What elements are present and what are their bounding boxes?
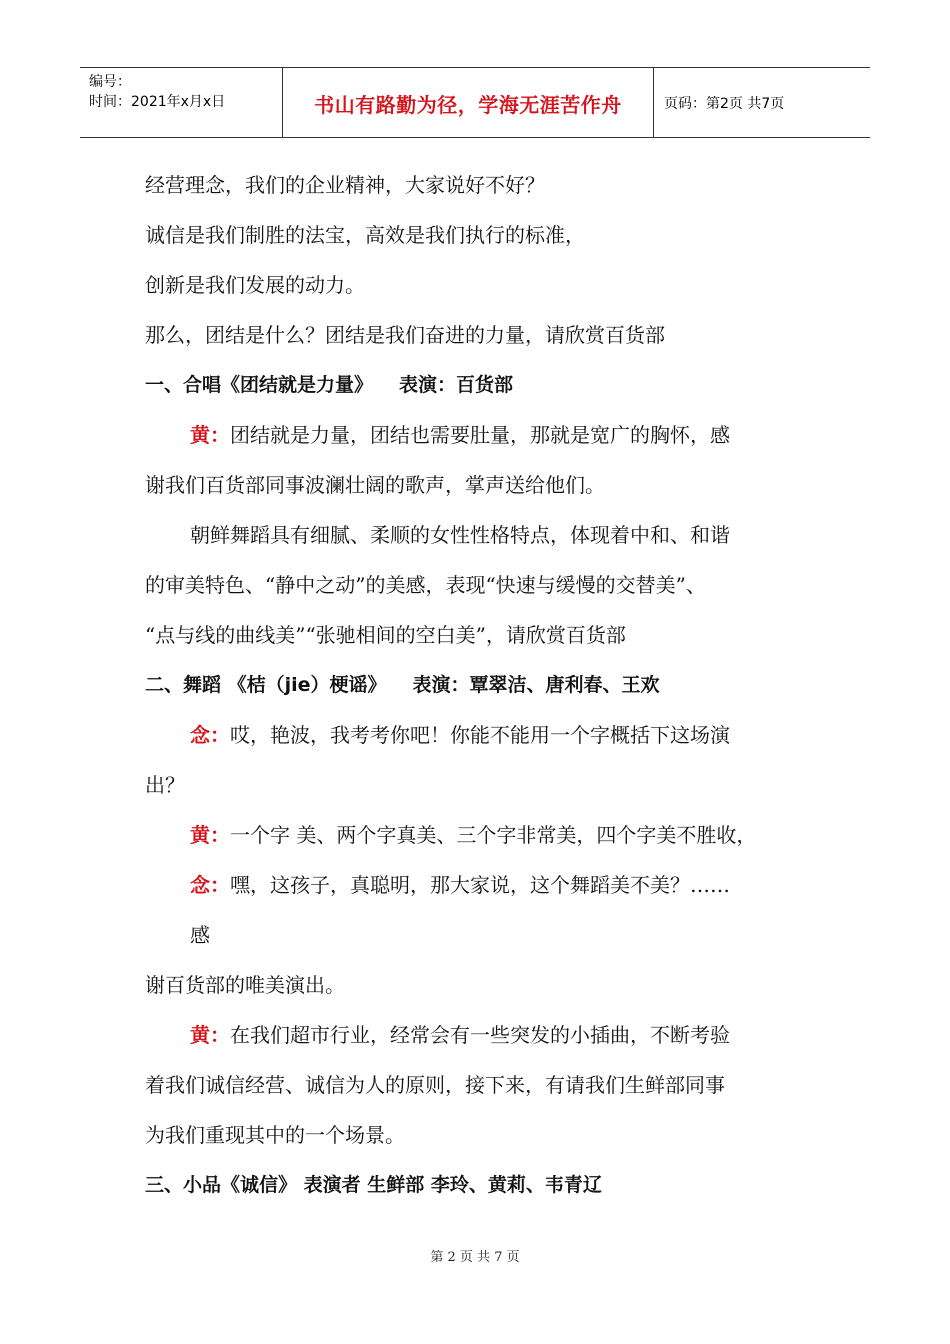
- page-footer: 第 2 页 共 7 页: [430, 1250, 520, 1265]
- header-motto: 书山有路勤为径，学海无涯苦作舟: [283, 68, 654, 137]
- speaker-label: 念：: [190, 723, 230, 747]
- number-label: 编号：: [89, 74, 131, 90]
- speaker-label: 黄：: [190, 1023, 230, 1047]
- text-line: 那么，团结是什么？团结是我们奋进的力量，请欣赏百货部: [145, 323, 665, 347]
- text-line: 着我们诚信经营、诚信为人的原则，接下来，有请我们生鲜部同事: [145, 1073, 725, 1097]
- speaker-label: 黄：: [190, 823, 230, 847]
- program-heading-3: 三、小品《诚信》 表演者 生鲜部 李玲、黄莉、韦青辽: [145, 1174, 602, 1196]
- text-line: 出？: [145, 773, 185, 797]
- text-line: 谢我们百货部同事波澜壮阔的歌声，掌声送给他们。: [145, 473, 605, 497]
- document-body: [145, 160, 835, 1210]
- dialogue-line: [145, 710, 835, 760]
- program-performer: 表演：百货部: [399, 374, 514, 396]
- text-line: 为我们重现其中的一个场景。: [145, 1123, 405, 1147]
- text-line: 的审美特色、“静中之动”的美感，表现“快速与缓慢的交替美”、: [145, 573, 706, 597]
- program-title: 二、舞蹈 《桔（jie）梗谣》: [145, 674, 387, 696]
- text-line: “点与线的曲线美”“张驰相间的空白美”，请欣赏百货部: [145, 623, 626, 647]
- dialogue-line: [145, 860, 835, 910]
- dialogue-text: 一个字 美、两个字真美、三个字非常美，四个字美不胜收，: [230, 823, 757, 847]
- dialogue-line: [145, 410, 835, 460]
- dialogue-text: 团结就是力量，团结也需要肚量，那就是宽广的胸怀，感: [230, 423, 730, 447]
- dialogue-line: [145, 810, 835, 860]
- text-line: 创新是我们发展的动力。: [145, 273, 365, 297]
- program-heading-2: [145, 660, 835, 710]
- program-title: 一、合唱《团结就是力量》: [145, 374, 374, 396]
- program-performer: 表演：覃翠洁、唐利春、王欢: [412, 674, 660, 696]
- speaker-label: 念：: [190, 873, 230, 897]
- speaker-label: 黄：: [190, 423, 230, 447]
- date-label: 时间：2021年x月x日: [89, 94, 226, 110]
- page-header: [80, 67, 870, 138]
- dialogue-text: 哎，艳波，我考考你吧！你能不能用一个字概括下这场演: [230, 723, 730, 747]
- dialogue-text: 在我们超市行业，经常会有一些突发的小插曲，不断考验: [230, 1023, 730, 1047]
- dialogue-text: 嘿，这孩子，真聪明，那大家说，这个舞蹈美不美？……: [230, 873, 730, 897]
- text-line: 谢百货部的唯美演出。: [145, 973, 345, 997]
- dialogue-line: [145, 1010, 835, 1060]
- text-line: 朝鲜舞蹈具有细腻、柔顺的女性性格特点，体现着中和、和谐: [190, 523, 730, 547]
- text-line: 感: [190, 923, 210, 947]
- text-line: 经营理念，我们的企业精神，大家说好不好？: [145, 173, 545, 197]
- header-page-info: 页码：第2页 共7页: [664, 95, 785, 112]
- header-meta: [80, 68, 283, 137]
- text-line: 诚信是我们制胜的法宝，高效是我们执行的标准，: [145, 223, 585, 247]
- program-heading-1: [145, 360, 835, 410]
